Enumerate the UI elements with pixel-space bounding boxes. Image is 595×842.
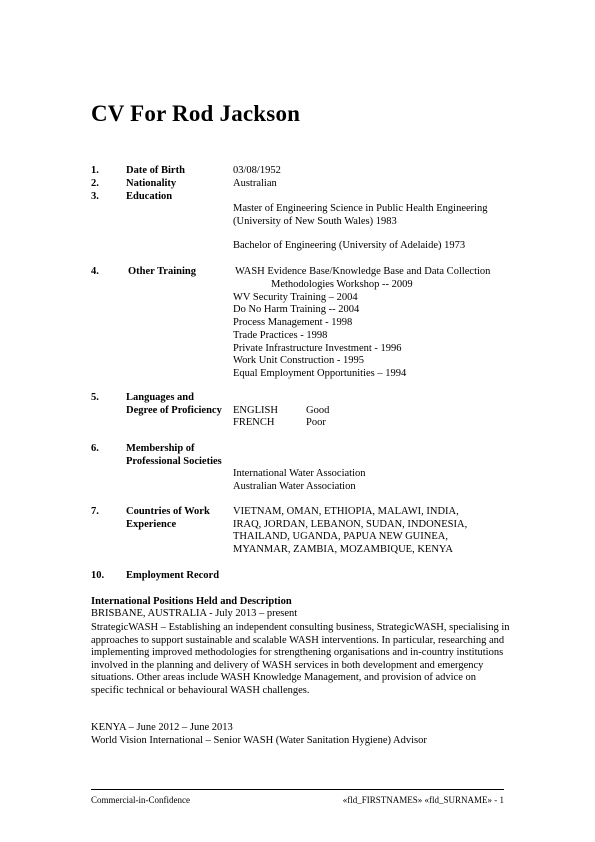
membership-label: Professional Societies: [126, 456, 222, 467]
membership-label: Membership of: [126, 443, 195, 454]
position-description: StrategicWASH – Establishing an independent consulting business, StrategicWASH, specialising in approaches to support sustainable and scalable WASH interventions. In particular, researching and implementing improved methodologies for strengthening organisations and in-country institutions involved in the planning and delivery of WASH services in both development and emergency situations. Other areas include WASH Knowledge Management, and provision of advice on specific technical or behavioural WASH challenges.: [91, 622, 510, 696]
section-number: 4.: [91, 266, 99, 277]
education-line: Master of Engineering Science in Public Health Engineering: [233, 203, 488, 214]
training-line: Process Management - 1998: [233, 317, 353, 328]
footer-page-info: «fld_FIRSTNAMES» «fld_SURNAME» - 1: [342, 795, 504, 805]
section-number: 6.: [91, 443, 99, 454]
language-level: Poor: [306, 417, 326, 428]
training-line: Trade Practices - 1998: [233, 330, 328, 341]
nationality-label: Nationality: [126, 178, 177, 189]
countries-line: IRAQ, JORDAN, LEBANON, SUDAN, INDONESIA,: [233, 519, 468, 530]
language-level: Good: [306, 405, 330, 416]
section-number: 3.: [91, 191, 99, 202]
countries-label: Countries of Work: [126, 506, 210, 517]
education-line: (University of New South Wales) 1983: [233, 216, 397, 227]
training-line: Do No Harm Training -- 2004: [233, 304, 360, 315]
employment-heading: International Positions Held and Description: [91, 596, 292, 607]
training-line: Equal Employment Opportunities – 1994: [233, 368, 407, 379]
countries-line: VIETNAM, OMAN, ETHIOPIA, MALAWI, INDIA,: [233, 506, 459, 517]
footer-confidentiality: Commercial-in-Confidence: [91, 795, 190, 805]
languages-label: Degree of Proficiency: [126, 405, 222, 416]
section-number: 1.: [91, 165, 99, 176]
training-line: Work Unit Construction - 1995: [233, 355, 364, 366]
date-of-birth-value: 03/08/1952: [233, 165, 281, 176]
position-location: KENYA – June 2012 – June 2013: [91, 722, 233, 733]
education-line: Bachelor of Engineering (University of Adelaide) 1973: [233, 240, 466, 251]
training-line: WV Security Training – 2004: [233, 292, 358, 303]
language-name: ENGLISH: [233, 405, 278, 416]
footer-divider: [91, 789, 504, 790]
membership-line: International Water Association: [233, 468, 366, 479]
nationality-value: Australian: [233, 178, 277, 189]
other-training-label: Other Training: [128, 266, 196, 277]
countries-label: Experience: [126, 519, 177, 530]
section-number: 10.: [91, 570, 105, 581]
language-name: FRENCH: [233, 417, 275, 428]
employment-record-label: Employment Record: [126, 570, 220, 581]
section-number: 7.: [91, 506, 99, 517]
section-number: 5.: [91, 392, 99, 403]
countries-line: MYANMAR, ZAMBIA, MOZAMBIQUE, KENYA: [233, 544, 453, 555]
membership-line: Australian Water Association: [233, 481, 356, 492]
training-line: Methodologies Workshop -- 2009: [271, 279, 413, 290]
training-line: WASH Evidence Base/Knowledge Base and Data Collection: [235, 266, 491, 277]
languages-label: Languages and: [126, 392, 194, 403]
page-title: CV For Rod Jackson: [91, 101, 301, 126]
position-location: BRISBANE, AUSTRALIA - July 2013 – present: [91, 608, 298, 619]
countries-line: THAILAND, UGANDA, PAPUA NEW GUINEA,: [233, 531, 448, 542]
education-label: Education: [126, 191, 173, 202]
section-number: 2.: [91, 178, 99, 189]
position-title: World Vision International – Senior WASH (Water Sanitation Hygiene) Advisor: [91, 735, 427, 746]
training-line: Private Infrastructure Investment - 1996: [233, 343, 402, 354]
date-of-birth-label: Date of Birth: [126, 165, 185, 176]
